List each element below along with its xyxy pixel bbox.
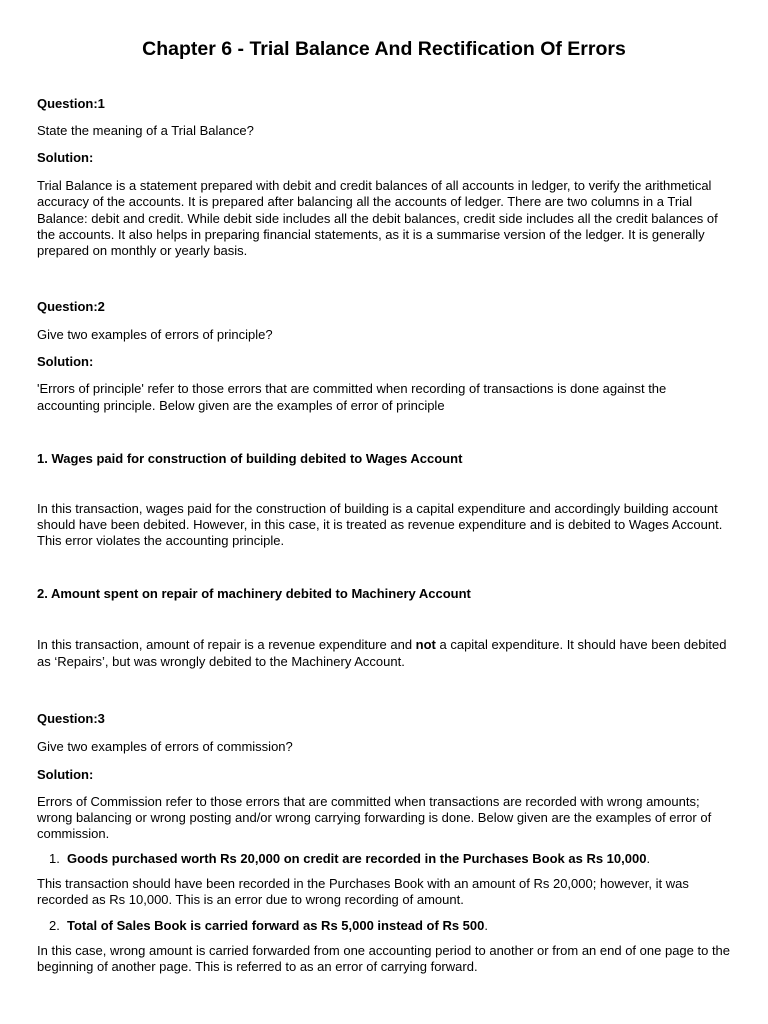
principle-example-2-heading: 2. Amount spent on repair of machinery debited to Machinery Account [37,586,471,602]
principle-example-2-text [37,636,731,670]
solution-1-label: Solution: [37,150,94,166]
commission-example-1-number: 1. [49,851,60,867]
solution-3-label: Solution: [37,766,94,782]
example-2-text-part-a: In this transaction, amount of repair is a revenue expenditure and [37,637,416,653]
question-1-text: State the meaning of a Trial Balance? [37,123,254,138]
principle-example-1-text: In this transaction, wages paid for the construction of building is a capital expenditure and accordingly building account should have been debited. However, in this case, it is treated as revenue expenditure and is debited to Wages Account. This error violates the accounting principle. [37,500,723,549]
commission-example-2-suffix: . [484,917,488,933]
commission-example-2-heading-text: Total of Sales Book is carried forward as Rs 5,000 instead of Rs 500 [67,917,485,933]
solution-2-intro: 'Errors of principle' refer to those errors that are committed when recording of transactions is done against the accounting principle. Below given are the examples of error of principle [37,381,667,413]
commission-example-2 [37,918,731,934]
commission-example-2-heading [67,918,488,934]
question-3-label: Question:3 [37,711,105,727]
commission-example-2-number: 2. [49,917,60,933]
commission-example-1 [37,851,731,867]
solution-1-text: Trial Balance is a statement prepared with debit and credit balances of all accounts in ledger, to verify the arithmetical accuracy of the accounts. It is prepared after balancing all the accounts of ledger. There are two columns in a Trial Balance: debit and credit. While debit side includes all the debit balances, credit side includes all the credit balances of the accounts. It also helps in preparing financial statements, as it is a summarise version of the ledger. It is generally prepared on monthly or yearly basis. [37,178,718,259]
solution-2-label: Solution: [37,354,94,370]
principle-example-1-heading: 1. Wages paid for construction of building debited to Wages Account [37,450,463,466]
commission-example-1-suffix: . [646,851,651,867]
solution-3-intro: Errors of Commission refer to those errors that are committed when transactions are recorded with wrong amounts; wrong balancing or wrong posting and/or wrong carrying forwarding is done. Below given are the examples of error of commission. [37,793,712,842]
example-2-text-part-b: a capital expenditure. It should have been debited as ‘Repairs’, but was wrongly debited to the Machinery Account. [37,637,727,670]
commission-example-1-heading-text: Goods purchased worth Rs 20,000 on credit are recorded in the Purchases Book as Rs 10,000 [67,851,647,867]
commission-example-1-text: This transaction should have been recorded in the Purchases Book with an amount of Rs 20,000; however, it was recorded as Rs 10,000. This is an error due to wrong recording of amount. [37,876,689,908]
question-3-text: Give two examples of errors of commission? [37,739,293,755]
question-1-label: Question:1 [37,96,105,111]
commission-example-1-heading [67,851,650,867]
question-2-label: Question:2 [37,299,105,315]
page-title: Chapter 6 - Trial Balance And Rectification Of Errors [142,38,626,60]
question-2-text: Give two examples of errors of principle? [37,327,273,343]
commission-example-2-text: In this case, wrong amount is carried forwarded from one accounting period to another or from an end of one page to the beginning of another page. This is referred to as an error of carrying forward. [37,942,731,974]
example-2-text-emphasis: not [415,637,436,653]
